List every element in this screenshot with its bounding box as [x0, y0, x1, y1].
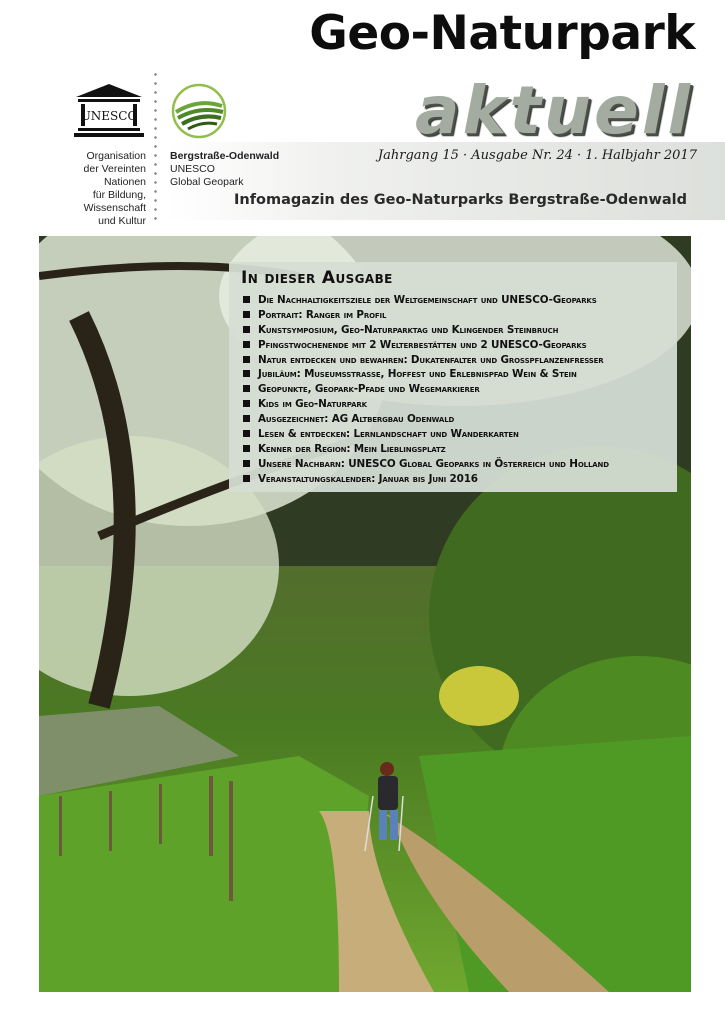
toc-list: [243, 293, 609, 487]
bullet-square-icon: [243, 370, 250, 377]
toc-item-label: Kunstsymposium, Geo-Naturparktag und Klingender Steinbruch: [258, 323, 559, 336]
toc-item[interactable]: [243, 293, 609, 308]
geopark-name: Bergstraße-Odenwald: [170, 150, 280, 162]
issue-line: Jahrgang 15 · Ausgabe Nr. 24 · 1. Halbjahr 2017: [377, 148, 697, 163]
toc-item[interactable]: [243, 457, 609, 472]
toc-item[interactable]: [243, 308, 609, 323]
toc-item[interactable]: [243, 353, 609, 368]
toc-heading: In dieser Ausgabe: [241, 268, 393, 288]
bullet-square-icon: [243, 415, 250, 422]
toc-item-label: Kids im Geo-Naturpark: [258, 398, 367, 411]
toc-item-label: Unsere Nachbarn: UNESCO Global Geoparks in Österreich und Holland: [258, 457, 609, 470]
bullet-square-icon: [243, 385, 250, 392]
table-of-contents: [229, 262, 677, 492]
toc-item-label: Die Nachhaltigkeitsziele der Weltgemeinschaft und UNESCO-Geoparks: [258, 294, 597, 306]
toc-item-label: Jubiläum: Museumsstraße, Hoffest und Erlebnispfad Wein & Stein: [258, 368, 577, 381]
toc-item[interactable]: [243, 427, 609, 442]
bullet-square-icon: [243, 400, 250, 407]
unesco-caption: [40, 150, 146, 228]
magazine-title: Geo-Naturpark: [309, 6, 695, 61]
unesco-logo-text: UNESCO: [80, 109, 138, 123]
bullet-square-icon: [243, 356, 250, 363]
geopark-caption: [170, 150, 279, 189]
toc-item[interactable]: [243, 412, 609, 427]
toc-item-label: Veranstaltungskalender: Januar bis Juni 2016: [258, 472, 478, 485]
toc-item[interactable]: [243, 397, 609, 412]
bullet-square-icon: [243, 341, 250, 348]
bullet-square-icon: [243, 326, 250, 333]
bullet-square-icon: [243, 430, 250, 437]
unesco-caption-line: Organisation: [86, 150, 146, 162]
geopark-line-global: Global Geopark: [170, 176, 244, 188]
geopark-line-unesco: UNESCO: [170, 163, 215, 175]
toc-item-label: Lesen & entdecken: Lernlandschaft und Wanderkarten: [258, 428, 519, 441]
bullet-square-icon: [243, 475, 250, 482]
toc-item-label: Geopunkte, Geopark-Pfade und Wegemarkierer: [258, 383, 480, 396]
geopark-logo: [168, 82, 230, 140]
magazine-tagline: Infomagazin des Geo-Naturparks Bergstraße-Odenwald: [234, 192, 687, 208]
toc-item[interactable]: [243, 338, 609, 353]
toc-item[interactable]: [243, 472, 609, 487]
unesco-caption-line: für Bildung, Wissenschaft: [83, 189, 146, 214]
toc-item-label: Natur entdecken und bewahren: Dukatenfalter und Großpflanzenfresser: [258, 353, 604, 366]
unesco-temple-logo: [72, 82, 146, 140]
dotted-divider: [154, 70, 157, 220]
unesco-caption-line: und Kultur: [98, 215, 146, 227]
bullet-square-icon: [243, 460, 250, 467]
toc-item[interactable]: [243, 382, 609, 397]
toc-item-label: Kenner der Region: Mein Lieblingsplatz: [258, 442, 446, 455]
magazine-subtitle-aktuell: aktuell: [415, 72, 693, 149]
toc-item-label: Ausgezeichnet: AG Altbergbau Odenwald: [258, 413, 455, 426]
toc-item[interactable]: [243, 367, 609, 382]
bullet-square-icon: [243, 296, 250, 303]
toc-item[interactable]: [243, 442, 609, 457]
toc-item-label: Pfingstwochenende mit 2 Welterbestätten und 2 UNESCO-Geoparks: [258, 338, 587, 351]
toc-item[interactable]: [243, 323, 609, 338]
bullet-square-icon: [243, 445, 250, 452]
unesco-caption-line: der Vereinten Nationen: [83, 163, 146, 188]
bullet-square-icon: [243, 311, 250, 318]
toc-item-label: Portrait: Ranger im Profil: [258, 308, 387, 321]
